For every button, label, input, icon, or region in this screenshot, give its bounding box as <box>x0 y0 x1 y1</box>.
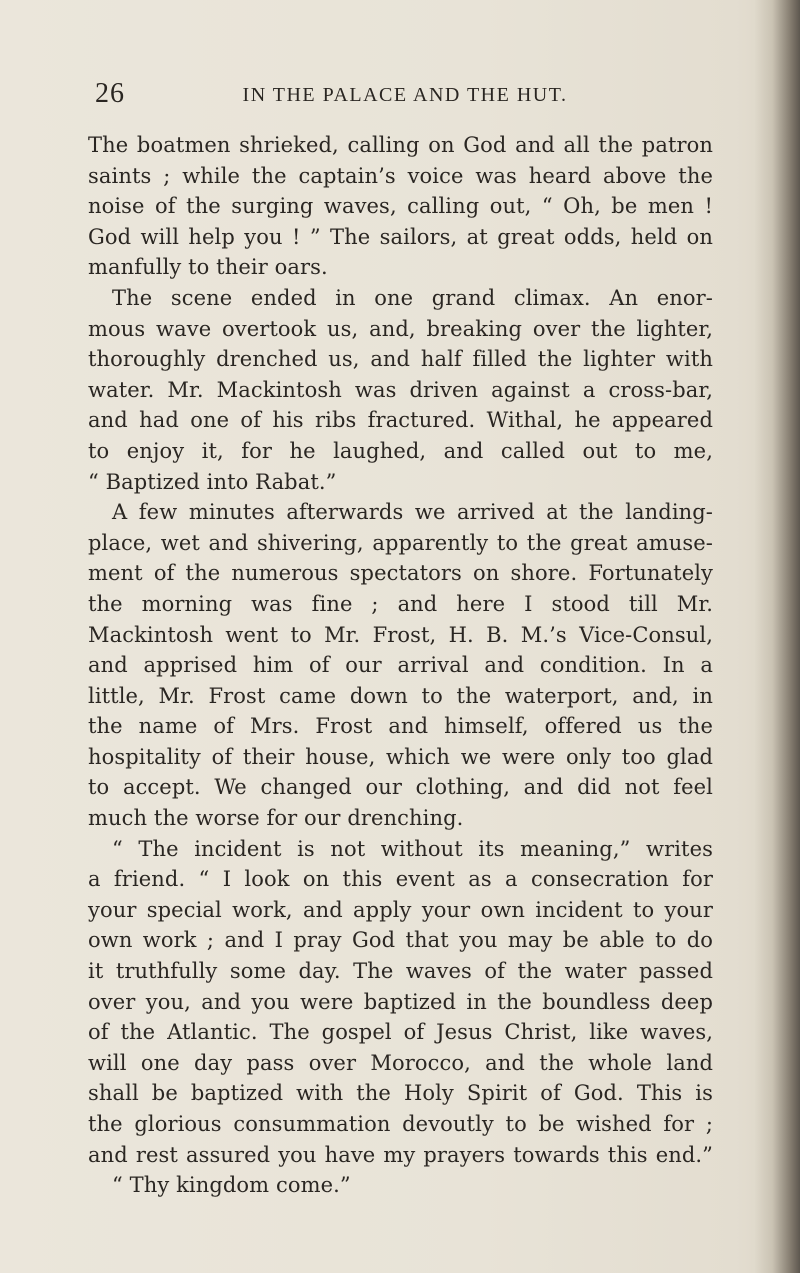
text-line: ment of the numerous spectators on shore. Fortunately <box>88 561 713 586</box>
text-line: saints ; while the captain’s voice was heard above the <box>88 163 713 188</box>
text-line: God will help you ! ” The sailors, at great odds, held on <box>88 224 713 249</box>
page-number: 26 <box>95 78 125 109</box>
text-line: “ The incident is not without its meaning,” writes <box>112 836 713 861</box>
text-line: The scene ended in one grand climax. An enor- <box>112 285 713 310</box>
text-line: of the Atlantic. The gospel of Jesus Christ, like waves, <box>88 1020 713 1045</box>
page-header <box>95 78 715 112</box>
text-line: and apprised him of our arrival and condition. In a <box>88 653 713 678</box>
text-line: noise of the surging waves, calling out, “ Oh, be men ! <box>88 194 713 219</box>
text-line: the morning was fine ; and here I stood till Mr. <box>88 591 713 616</box>
text-line: Mackintosh went to Mr. Frost, H. B. M.’s Vice-Consul, <box>88 622 713 647</box>
text-line: mous wave overtook us, and, breaking over the lighter, <box>88 316 713 341</box>
text-line: own work ; and I pray God that you may be able to do <box>88 928 713 953</box>
text-line: “ Thy kingdom come.” <box>112 1173 351 1198</box>
text-line: the name of Mrs. Frost and himself, offered us the <box>88 714 713 739</box>
text-line: the glorious consummation devoutly to be wished for ; <box>88 1112 713 1136</box>
text-line: The boatmen shrieked, calling on God and all the patron <box>88 133 713 157</box>
text-line: little, Mr. Frost came down to the waterport, and, in <box>88 683 713 708</box>
text-line: water. Mr. Mackintosh was driven against a cross-bar, <box>88 377 713 402</box>
text-line: manfully to their oars. <box>88 255 328 280</box>
text-line: will one day pass over Morocco, and the whole land <box>88 1050 713 1075</box>
text-line: place, wet and shivering, apparently to the great amuse- <box>88 530 713 555</box>
page-edge-shadow <box>754 0 800 1273</box>
text-line: hospitality of their house, which we were only too glad <box>88 744 713 769</box>
text-line: thoroughly drenched us, and half filled the lighter with <box>88 347 713 372</box>
text-line: “ Baptized into Rabat.” <box>88 469 337 494</box>
text-line: to enjoy it, for he laughed, and called out to me, <box>88 438 713 463</box>
text-line: a friend. “ I look on this event as a consecration for <box>88 867 713 892</box>
text-line: over you, and you were baptized in the boundless deep <box>88 989 713 1014</box>
text-line: your special work, and apply your own incident to your <box>88 897 713 922</box>
body-text <box>88 130 713 1201</box>
running-head: IN THE PALACE AND THE HUT. <box>242 84 568 106</box>
text-line: it truthfully some day. The waves of the water passed <box>88 959 713 984</box>
text-line: to accept. We changed our clothing, and did not feel <box>88 775 713 800</box>
text-line: and rest assured you have my prayers towards this end.” <box>88 1142 713 1167</box>
text-line: shall be baptized with the Holy Spirit of God. This is <box>88 1081 713 1106</box>
text-line: A few minutes afterwards we arrived at the landing- <box>112 500 713 525</box>
text-line: and had one of his ribs fractured. Withal, he appeared <box>88 408 713 433</box>
text-line: much the worse for our drenching. <box>88 806 464 831</box>
